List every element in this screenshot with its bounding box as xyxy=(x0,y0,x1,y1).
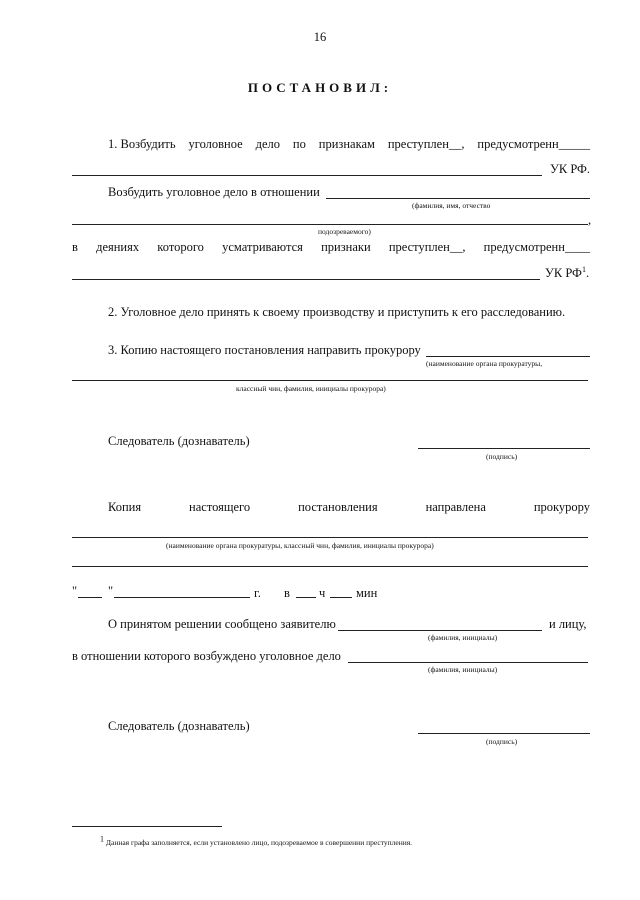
footnote-number: 1 xyxy=(100,834,104,844)
caption-suspect: подозреваемого) xyxy=(318,227,371,236)
copy-sent-word: постановления xyxy=(298,500,378,514)
fill-line-day[interactable] xyxy=(78,597,102,598)
initiate-against-label: Возбудить уголовное дело в отношении xyxy=(108,185,320,199)
copy-sent-word: настоящего xyxy=(189,500,251,514)
code-reference: УК РФ. xyxy=(550,162,591,176)
deeds-word: которого xyxy=(157,240,204,254)
item1-word: преступлен__, xyxy=(387,137,465,151)
deeds-word: усматриваются xyxy=(222,240,303,254)
fill-line-copy-recipient[interactable] xyxy=(72,537,588,538)
investigator-label-2: Следователь (дознаватель) xyxy=(108,719,250,733)
caption-copy-recipient: (наименование органа прокуратуры, классный чин, фамилия, инициалы прокурора) xyxy=(166,541,434,550)
year-suffix: г. xyxy=(254,586,261,600)
footnote-separator xyxy=(72,826,222,827)
code-reference-2 xyxy=(545,266,589,281)
page-title: ПОСТАНОВИЛ: xyxy=(247,80,393,95)
caption-applicant: (фамилия, инициалы) xyxy=(428,633,498,642)
comma: , xyxy=(588,213,592,227)
deeds-word: предусмотренн____ xyxy=(483,240,590,254)
footnote-mark: 1 xyxy=(581,264,586,274)
code-ref2-text: УК РФ xyxy=(545,266,582,280)
code-ref2-end: . xyxy=(585,266,590,280)
hours-label: ч xyxy=(319,586,326,600)
item1-word: предусмотренн_____ xyxy=(477,137,590,151)
fill-line-prosecutor-org[interactable] xyxy=(426,356,590,357)
fill-line-article2[interactable] xyxy=(72,279,540,280)
signature-line[interactable] xyxy=(418,448,590,449)
at-label: в xyxy=(284,586,290,600)
item1-word: уголовное xyxy=(188,137,243,151)
item1-word: признакам xyxy=(318,137,375,151)
item1-line xyxy=(108,137,590,152)
fill-line-hours[interactable] xyxy=(296,597,316,598)
caption-prosecutor-org: (наименование органа прокуратуры, xyxy=(426,359,543,368)
decision-text: О принятом решении сообщено заявителю xyxy=(108,617,336,631)
quote-open: " xyxy=(72,584,78,598)
fill-line-article[interactable] xyxy=(72,175,542,176)
item3-text: 3. Копию настоящего постановления направить прокурору xyxy=(108,343,421,357)
caption-prosecutor-rank: классный чин, фамилия, инициалы прокурора) xyxy=(236,384,386,393)
copy-sent-line xyxy=(108,500,590,515)
item1-word: по xyxy=(292,137,306,151)
quote-close: " xyxy=(108,584,114,598)
copy-sent-word: прокурору xyxy=(533,500,590,514)
deeds-word: признаки xyxy=(321,240,371,254)
copy-sent-word: направлена xyxy=(425,500,486,514)
investigator-label: Следователь (дознаватель) xyxy=(108,434,250,448)
fill-line-person[interactable] xyxy=(326,198,590,199)
copy-sent-word: Копия xyxy=(108,500,142,514)
deeds-word: преступлен__, xyxy=(388,240,466,254)
decision-tail: и лицу, xyxy=(549,617,587,631)
signature-line-2[interactable] xyxy=(418,733,590,734)
fill-line-copy-recipient-cont[interactable] xyxy=(72,566,588,567)
footnote-text: Данная графа заполняется, если установлено лицо, подозреваемое в совершении преступления. xyxy=(105,838,413,847)
deeds-word: в xyxy=(72,240,78,254)
fill-line-month-year[interactable] xyxy=(114,597,250,598)
minutes-label: мин xyxy=(356,586,378,600)
item1-word: дело xyxy=(255,137,280,151)
item2-text: 2. Уголовное дело принять к своему производству и приступить к его расследованию. xyxy=(108,305,566,319)
caption-signature-2: (подпись) xyxy=(486,737,518,746)
fill-line-person-cont[interactable] xyxy=(72,224,588,225)
deeds-line xyxy=(72,240,590,255)
fill-line-accused[interactable] xyxy=(348,662,588,663)
caption-signature: (подпись) xyxy=(486,452,518,461)
caption-accused: (фамилия, инициалы) xyxy=(428,665,498,674)
fill-line-prosecutor[interactable] xyxy=(72,380,588,381)
item1-word: 1. Возбудить xyxy=(108,137,176,151)
footnote xyxy=(100,834,413,847)
decision-text-2: в отношении которого возбуждено уголовное дело xyxy=(72,649,341,663)
deeds-word: деяниях xyxy=(96,240,140,254)
page-number: 16 xyxy=(313,30,327,44)
fill-line-applicant[interactable] xyxy=(338,630,542,631)
caption-full-name: (фамилия, имя, отчество xyxy=(412,201,491,210)
fill-line-minutes[interactable] xyxy=(330,597,352,598)
